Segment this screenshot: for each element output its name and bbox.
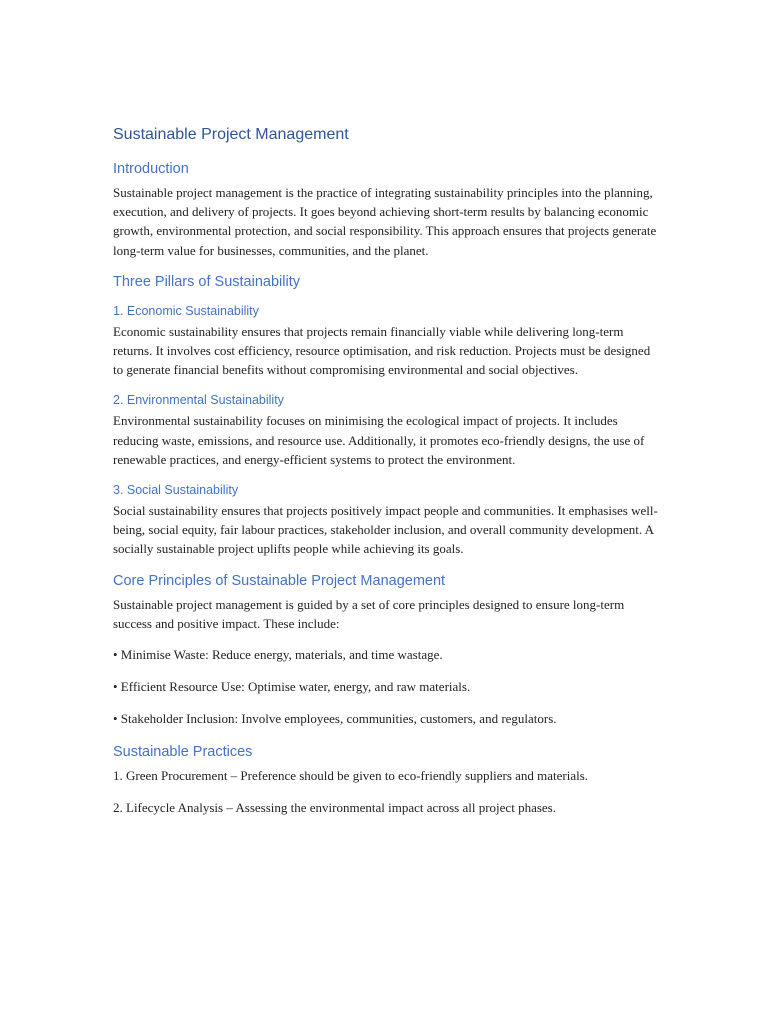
document-title: Sustainable Project Management — [113, 126, 349, 143]
principle-bullet: • Efficient Resource Use: Optimise water, energy, and raw materials. — [113, 679, 471, 695]
social-sustainability-heading: 3. Social Sustainability — [113, 483, 239, 498]
practice-item: 1. Green Procurement – Preference should be given to eco-friendly suppliers and materials. — [113, 767, 589, 783]
document-page — [113, 124, 658, 830]
economic-sustainability-heading: 1. Economic Sustainability — [113, 303, 259, 318]
environmental-sustainability-heading: 2. Environmental Sustainability — [113, 393, 284, 408]
environmental-sustainability-paragraph: Environmental sustainability focuses on minimising the ecological impact of projects. It includes reducing waste, emissions, and resource use. Additionally, it promotes eco-friendly designs, the use of renewable practices, and energy-efficient systems to protect the environment. — [113, 413, 645, 467]
introduction-heading: Introduction — [113, 161, 189, 177]
principles-intro-paragraph: Sustainable project management is guided by a set of core principles designed to ensure long-term success and positive impact. These include: — [113, 596, 625, 631]
practices-heading: Sustainable Practices — [113, 743, 253, 760]
principle-bullet: • Minimise Waste: Reduce energy, materials, and time wastage. — [113, 647, 443, 663]
introduction-paragraph: Sustainable project management is the practice of integrating sustainability principles into the planning, execution, and delivery of projects. It goes beyond achieving short-term results by balancing economic growth, environmental protection, and social responsibility. This approach ensures that projects generate long-term value for businesses, communities, and the planet. — [113, 185, 657, 258]
principle-bullet: • Stakeholder Inclusion: Involve employees, communities, customers, and regulators. — [113, 711, 557, 727]
practice-item: 2. Lifecycle Analysis – Assessing the environmental impact across all project phases. — [113, 799, 556, 815]
economic-sustainability-paragraph: Economic sustainability ensures that projects remain financially viable while delivering long-term returns. It involves cost efficiency, resource optimisation, and risk reduction. Projects must be designed to generate financial benefits without compromising environmental and social objectives. — [113, 323, 651, 378]
social-sustainability-paragraph: Social sustainability ensures that projects positively impact people and communities. It emphasises well-being, social equity, fair labour practices, stakeholder inclusion, and overall community development. A socially sustainable project uplifts people while achieving its goals. — [113, 503, 658, 557]
pillars-heading: Three Pillars of Sustainability — [113, 273, 300, 290]
principles-heading: Core Principles of Sustainable Project Management — [113, 572, 446, 589]
